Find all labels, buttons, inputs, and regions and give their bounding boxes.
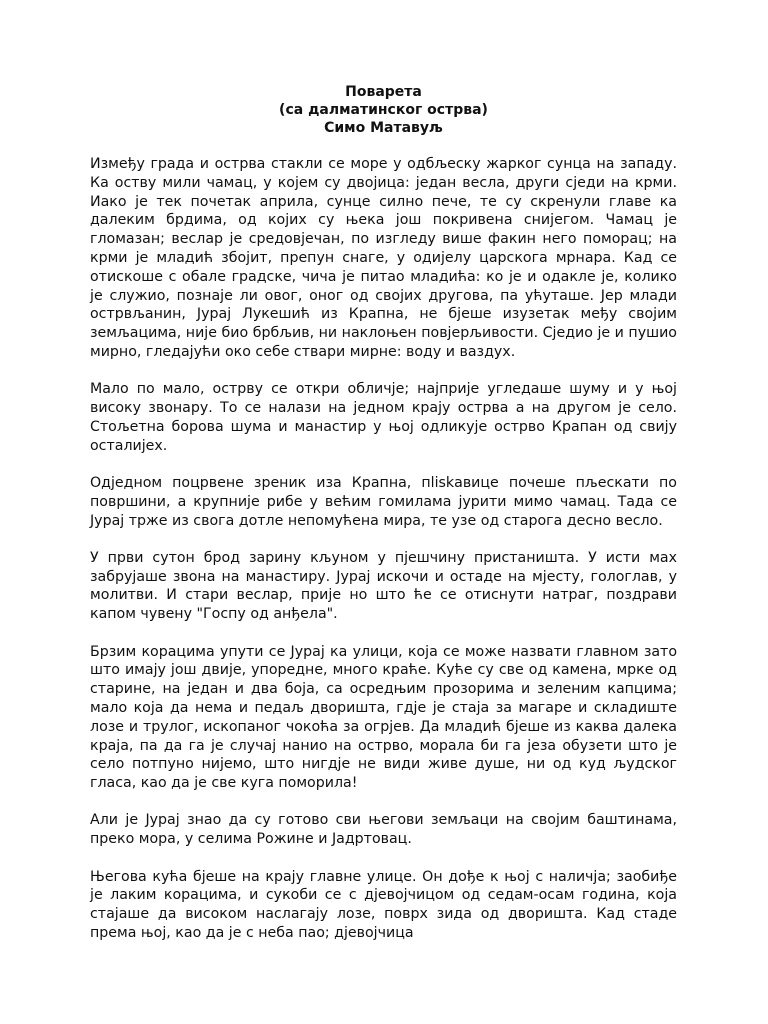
document-title: Поварета bbox=[345, 84, 422, 100]
paragraph: Одједном поцрвене зреник иза Крапна, пliskавице почеше пљескати по површини, а крупније рибе у већим гомилама јурити мимо чамац. Тада се Јурај трже из свога дотле непомућена мира, те узе од старога десно весло. bbox=[90, 474, 677, 529]
paragraph: У први сутон брод зарину кљуном у пјешчину пристаништа. У исти мах забрујаше звона на манастиру. Јурај искочи и остаде на мјесту, гологлав, у молитви. И стари веслар, прије но што ће се отиснути натраг, поздрави капом чувену "Госпу од анђела". bbox=[90, 549, 677, 623]
paragraph: Између града и острва стакли се море у одбљеску жарког сунца на западу. Ка оству мили чамац, у којем су двојица: један весла, други сједи на крми. Иако је тек почетак априла, сунце силно пече, те су скренули главе ка далеким брдима, од којих су њека још покривена снијегом. Чамац је гломазан; веслар је средовјечан, по изгледу више факин него поморац; на крми је младић збојит, препун снаге, у одијелу царскога мрнара. Кад се отискоше с обале градске, чича је питао младића: ко је и одакле је, колико је служио, познаје ли овог, оног од својих другова, па ућуташе. Јер млади острвљанин, Јурај Лукешић из Крапна, не бјеше изузетак међу својим земљацима, није био брбљив, ни наклоњен повјерљивости. Сједио је и пушио мирно, гледајући око себе ствари мирне: воду и ваздух. bbox=[90, 156, 677, 360]
document-page bbox=[90, 83, 677, 961]
document-author: Симо Матавуљ bbox=[324, 120, 443, 136]
paragraph: Али је Јурај знао да су готово сви његови земљаци на својим баштинама, преко мора, у селима Рожине и Јадртовац. bbox=[90, 812, 677, 848]
document-subtitle: (са далматинског острва) bbox=[279, 102, 488, 118]
paragraph: Мало по мало, острву се откри обличје; најприје угледаше шуму и у њој високу звонару. То се налази на једном крају острва а на другом је село. Стољетна борова шума и манастир у њој одликује острво Крапан од свију осталијех. bbox=[90, 381, 677, 454]
title-block bbox=[90, 83, 677, 137]
paragraph: Брзим корацима упути се Јурај ка улици, која се може назвати главном зато што имају још двије, упоредне, много краће. Куће су све од камена, мрке од старине, на један и два боја, са осредњим прозорима и зеленим капцима; мало која да нема и педаљ дворишта, гдје је стаја за магаре и складиште лозе и трулог, ископаног чокоћа за огрјев. Да младић бјеше из каква далека краја, па да га је случај нанио на острво, морала би га језа обузети што је село потпуно нијемо, што нигдје не види живе душе, ни од куд људског гласа, као да је све куга поморила! bbox=[90, 643, 677, 792]
paragraph: Његова кућа бјеше на крају главне улице. Он дође к њој с наличја; заобиђе је лаким корацима, и сукоби се с дјевојчицом од седам-осам година, која стајаше да високом наслагају лозе, поврх зида од дворишта. Кад стаде према њој, као да је с неба пао; дјевојчица bbox=[90, 868, 677, 941]
